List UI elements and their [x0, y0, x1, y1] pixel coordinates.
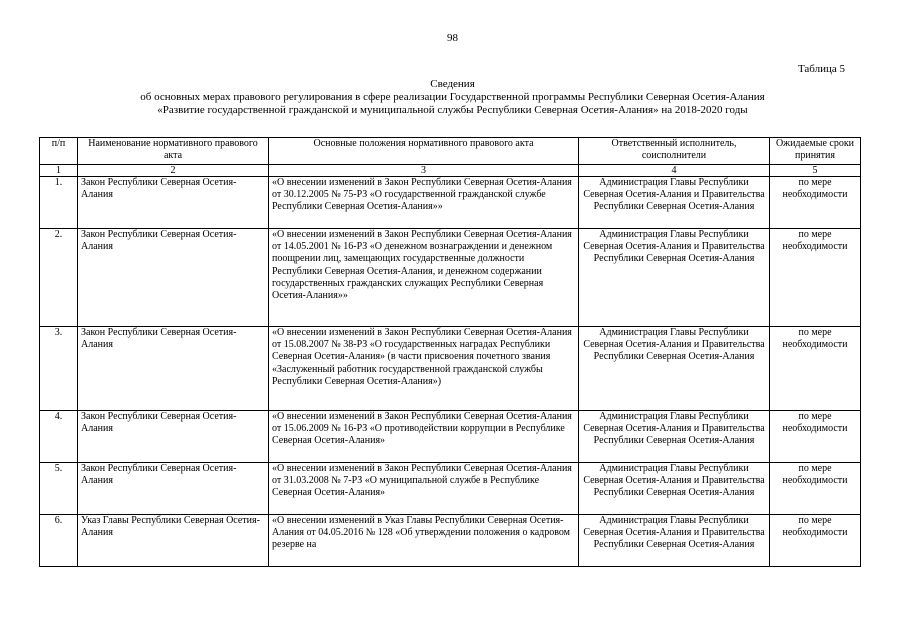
responsible-executor: Администрация Главы Республики Северная Осетия-Алания и Правительства Республики Северная Осетия-Алания — [579, 463, 770, 515]
adoption-term: по мере необходимости — [770, 463, 861, 515]
responsible-executor: Администрация Главы Республики Северная Осетия-Алания и Правительства Республики Северная Осетия-Алания — [579, 515, 770, 567]
table-label: Таблица 5 — [797, 63, 845, 75]
adoption-term: по мере необходимости — [770, 515, 861, 567]
row-number: 5. — [40, 463, 78, 515]
act-name: Закон Республики Северная Осетия-Алания — [78, 177, 269, 229]
adoption-term: по мере необходимости — [770, 411, 861, 463]
responsible-executor: Администрация Главы Республики Северная Осетия-Алания и Правительства Республики Северная Осетия-Алания — [579, 327, 770, 411]
act-provisions: «О внесении изменений в Закон Республики Северная Осетия-Алания от 15.06.2009 № 16-РЗ «О противодействии коррупции в Республике Северная Осетия-Алания» — [269, 411, 579, 463]
row-number: 2. — [40, 229, 78, 327]
act-provisions: «О внесении изменений в Закон Республики Северная Осетия-Алания от 14.05.2001 № 16-РЗ «О денежном вознаграждении и денежном поощрении лиц, замещающих государственные должности Республики Северная Осетия-Алания, и денежном содержании государственных гражданских служащих Республики Северная Осетия-Алания»» — [269, 229, 579, 327]
responsible-executor: Администрация Главы Республики Северная Осетия-Алания и Правительства Республики Северная Осетия-Алания — [579, 177, 770, 229]
table-row — [40, 327, 861, 411]
act-name: Закон Республики Северная Осетия-Алания — [78, 411, 269, 463]
act-name: Закон Республики Северная Осетия-Алания — [78, 327, 269, 411]
column-number: 2 — [78, 165, 269, 177]
adoption-term: по мере необходимости — [770, 229, 861, 327]
act-name: Указ Главы Республики Северная Осетия-Алания — [78, 515, 269, 567]
responsible-executor: Администрация Главы Республики Северная Осетия-Алания и Правительства Республики Северная Осетия-Алания — [579, 411, 770, 463]
header-terms: Ожидаемые сроки принятия — [770, 138, 861, 165]
act-provisions: «О внесении изменений в Закон Республики Северная Осетия-Алания от 15.08.2007 № 38-РЗ «О государственных наградах Республики Северная Осетия-Алания» (в части присвоения почетного звания «Заслуженный работник государственной гражданской службы Республики Северная Осетия-Алания») — [269, 327, 579, 411]
document-heading — [0, 78, 905, 117]
row-number: 3. — [40, 327, 78, 411]
column-number: 5 — [770, 165, 861, 177]
column-number-row — [40, 165, 861, 177]
row-number: 6. — [40, 515, 78, 567]
column-number: 4 — [579, 165, 770, 177]
heading-program-name: «Развитие государственной гражданской и муниципальной службы Республики Северная Осетия-Алания» на 2018-2020 годы — [157, 104, 748, 116]
legal-measures-table — [39, 137, 861, 567]
table-row — [40, 515, 861, 567]
act-provisions: «О внесении изменений в Закон Республики Северная Осетия-Алания от 30.12.2005 № 75-РЗ «О государственной гражданской службе Республики Северная Осетия-Алания»» — [269, 177, 579, 229]
heading-title: Сведения — [430, 78, 475, 90]
table-row — [40, 177, 861, 229]
header-act-name: Наименование нормативного правового акта — [78, 138, 269, 165]
row-number: 4. — [40, 411, 78, 463]
act-name: Закон Республики Северная Осетия-Алания — [78, 229, 269, 327]
table-row — [40, 463, 861, 515]
table-header-row — [40, 138, 861, 165]
adoption-term: по мере необходимости — [770, 327, 861, 411]
header-num: п/п — [40, 138, 78, 165]
page-number: 98 — [447, 32, 458, 44]
heading-subtitle: об основных мерах правового регулирования в сфере реализации Государственной программы Республики Северная Осетия-Алания — [140, 91, 765, 103]
column-number: 1 — [40, 165, 78, 177]
act-name: Закон Республики Северная Осетия-Алания — [78, 463, 269, 515]
column-number: 3 — [269, 165, 579, 177]
act-provisions: «О внесении изменений в Закон Республики Северная Осетия-Алания от 31.03.2008 № 7-РЗ «О муниципальной службе в Республике Северная Осетия-Алания» — [269, 463, 579, 515]
act-provisions: «О внесении изменений в Указ Главы Республики Северная Осетия-Алания от 04.05.2016 № 128 «Об утверждении положения о кадровом резерве на — [269, 515, 579, 567]
header-provisions: Основные положения нормативного правового акта — [269, 138, 579, 165]
responsible-executor: Администрация Главы Республики Северная Осетия-Алания и Правительства Республики Северная Осетия-Алания — [579, 229, 770, 327]
header-responsible: Ответственный исполнитель, соисполнители — [579, 138, 770, 165]
row-number: 1. — [40, 177, 78, 229]
table-row — [40, 229, 861, 327]
table-row — [40, 411, 861, 463]
adoption-term: по мере необходимости — [770, 177, 861, 229]
